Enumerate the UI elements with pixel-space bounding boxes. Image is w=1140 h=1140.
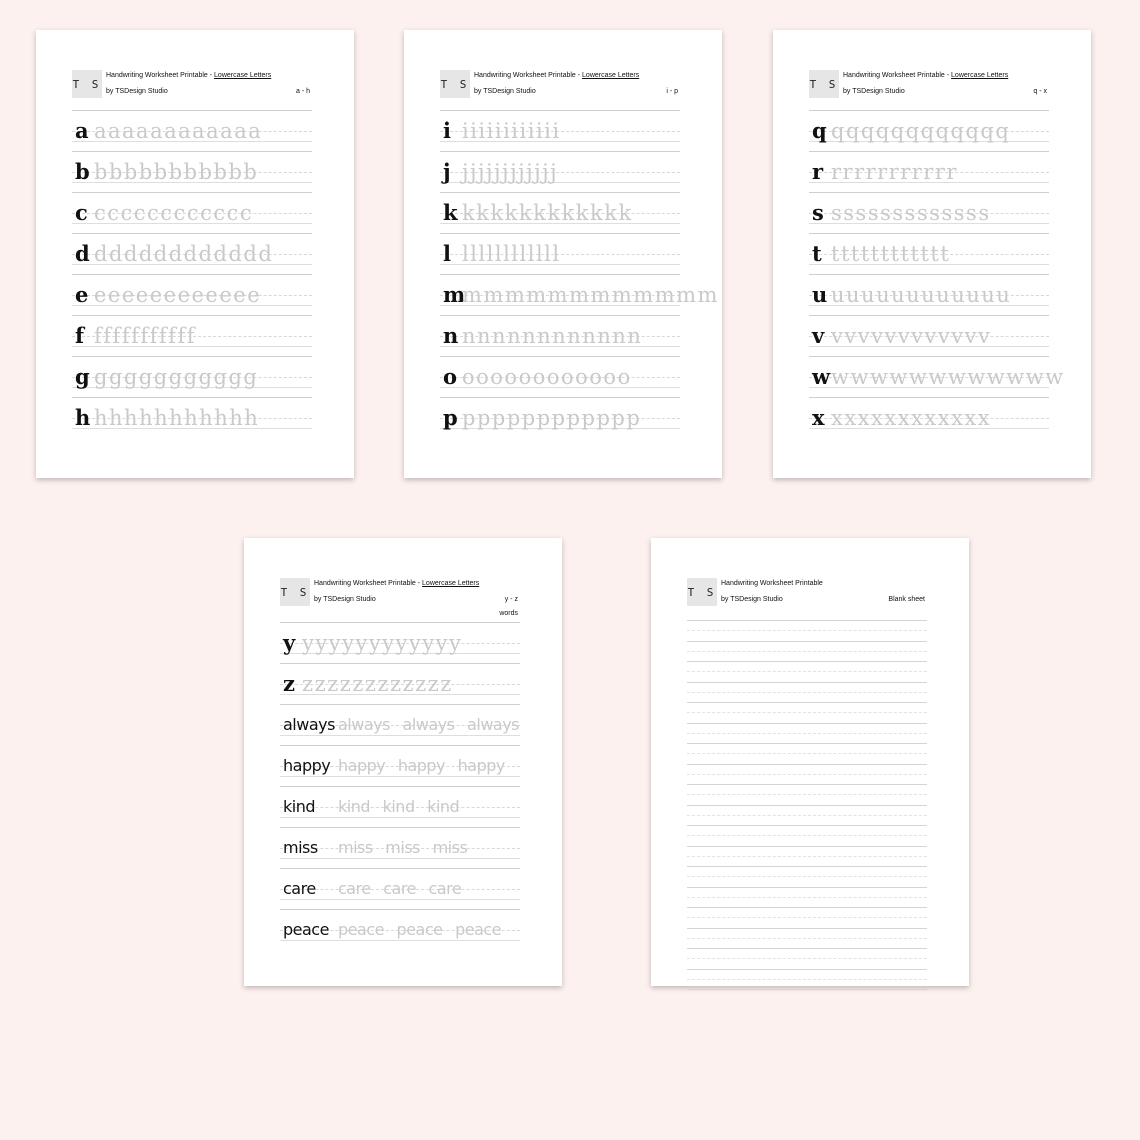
ts-logo: T S [280,578,310,606]
practice-row [440,397,680,438]
sheet-title: Handwriting Worksheet Printable [721,580,823,587]
worksheet-q-x [773,30,1091,478]
practice-row [440,192,680,233]
lead-letter: v [812,323,825,348]
lead-word: peace [283,920,329,939]
lead-letter: w [812,364,831,389]
practice-row [280,622,520,663]
trace-letters: ggggggggggg [94,365,259,389]
writing-line [687,723,927,744]
lead-letter: f [75,323,85,348]
trace-words: kind kind kind [338,797,460,816]
lead-letter: i [443,118,451,143]
worksheet-y-z-words [244,538,562,986]
sheet-title: Handwriting Worksheet Printable - Lowercase Letters [106,72,272,79]
trace-letters: wwwwwwwwwwww [831,365,1065,389]
practice-rows [440,110,719,438]
lead-letter: o [443,364,458,389]
trace-words: happy happy happy [338,756,505,775]
trace-letters: pppppppppppp [462,406,642,430]
writing-line [687,702,927,723]
worksheet-a-h [36,30,354,478]
writing-line [687,866,927,887]
lead-word: always [283,715,335,734]
letter-range: q - x [1033,88,1047,95]
practice-row [280,745,520,786]
letter-range: y - z [504,596,518,603]
trace-words: miss miss miss [338,838,468,857]
blank-writing-lines [687,620,927,990]
practice-row [72,192,312,233]
practice-row [440,110,680,151]
lead-letter: m [443,282,466,307]
sheet-title: Handwriting Worksheet Printable - Lowercase Letters [843,72,1009,79]
lead-letter: e [75,282,89,307]
writing-line [687,887,927,908]
lead-letter: j [443,159,451,184]
lead-word: miss [283,838,318,857]
lead-letter: a [75,118,89,143]
practice-row [809,356,1065,397]
practice-row [809,110,1049,151]
practice-row [440,315,680,356]
trace-letters: nnnnnnnnnnnn [462,324,643,348]
lead-letter: h [75,405,91,430]
practice-row [280,909,520,950]
practice-row [440,274,719,315]
lead-letter: r [812,159,824,184]
ts-logo: T S [440,70,470,98]
practice-row [809,315,1049,356]
trace-letters: mmmmmmmmmmmm [462,283,719,307]
byline: by TSDesign Studio [721,596,783,603]
trace-letters: uuuuuuuuuuuu [831,283,1012,307]
trace-words: always always always [338,715,520,734]
trace-letters: cccccccccccc [94,201,254,225]
writing-line [687,743,927,764]
blank-sheet-label: Blank sheet [888,596,925,603]
trace-letters: vvvvvvvvvvvv [831,324,992,348]
worksheet-blank [651,538,969,986]
lead-letter: q [812,118,827,143]
sheet-title: Handwriting Worksheet Printable - Lowercase Letters [314,580,480,587]
lead-word: kind [283,797,316,816]
writing-line [687,661,927,682]
practice-row [72,233,312,274]
practice-rows [72,110,312,438]
lead-letter: y [283,630,296,655]
writing-line [687,907,927,928]
sheet-title: Handwriting Worksheet Printable - Lowercase Letters [474,72,640,79]
practice-row [72,274,312,315]
byline: by TSDesign Studio [106,88,168,95]
byline: by TSDesign Studio [474,88,536,95]
trace-letters: tttttttttttt [831,242,951,266]
practice-row [72,151,312,192]
trace-letters: jjjjjjjjjjjj [462,160,559,184]
practice-row [72,315,312,356]
trace-letters: fffffffffff [94,324,196,348]
letter-range: i - p [666,88,678,95]
lead-letter: l [443,241,451,266]
practice-row [72,356,312,397]
trace-letters: iiiiiiiiiiii [462,119,561,143]
practice-row [809,397,1049,438]
trace-letters: qqqqqqqqqqqq [831,119,1011,143]
writing-line [687,620,927,641]
byline: by TSDesign Studio [314,596,376,603]
ts-logo: T S [687,578,717,606]
practice-row [440,233,680,274]
lead-letter: g [75,364,90,389]
practice-row [809,151,1049,192]
writing-line [687,825,927,846]
lead-letter: k [443,200,458,225]
trace-letters: llllllllllll [462,242,561,266]
byline: by TSDesign Studio [843,88,905,95]
practice-row [280,786,520,827]
trace-letters: sssssssssssss [831,201,991,225]
practice-row [72,397,312,438]
writing-line [687,784,927,805]
lead-letter: d [75,241,90,266]
lead-word: care [283,879,316,898]
practice-rows [809,110,1065,438]
trace-letters: oooooooooooo [462,365,632,389]
practice-row [280,827,520,868]
letter-range: a - h [295,88,310,95]
words-label: words [499,610,518,617]
trace-letters: eeeeeeeeeeee [94,283,262,307]
trace-letters: kkkkkkkkkkkk [462,201,633,225]
writing-line [687,969,927,991]
writing-line [687,682,927,703]
ts-logo: T S [809,70,839,98]
ts-logo: T S [72,70,102,98]
lead-letter: t [812,241,822,266]
practice-row [440,151,680,192]
writing-line [687,764,927,785]
trace-letters: dddddddddddd [94,242,274,266]
writing-line [687,948,927,969]
writing-line [687,805,927,826]
lead-letter: n [443,323,459,348]
practice-row [72,110,312,151]
practice-row [809,192,1049,233]
trace-letters: rrrrrrrrrrr [831,160,958,184]
lead-letter: b [75,159,90,184]
trace-letters: bbbbbbbbbbb [94,160,259,184]
lead-word: happy [283,756,331,775]
trace-letters: xxxxxxxxxxxx [831,406,992,430]
worksheet-i-p [404,30,722,478]
practice-row [280,663,520,704]
trace-letters: yyyyyyyyyyyy [302,631,463,655]
lead-letter: z [283,671,295,696]
trace-letters: zzzzzzzzzzzz [302,672,453,696]
practice-row [280,868,520,909]
lead-letter: s [812,200,824,225]
lead-letter: c [75,200,88,225]
practice-row [809,274,1049,315]
trace-words: peace peace peace [338,920,502,939]
trace-words: care care care [338,879,462,898]
lead-letter: p [443,405,458,430]
trace-letters: aaaaaaaaaaaa [94,119,263,143]
lead-letter: u [812,282,828,307]
writing-line [687,641,927,662]
trace-letters: hhhhhhhhhhh [94,406,260,430]
practice-rows [280,622,520,950]
writing-line [687,846,927,867]
practice-row [809,233,1049,274]
practice-row [280,704,520,745]
lead-letter: x [812,405,825,430]
practice-row [440,356,680,397]
writing-line [687,928,927,949]
